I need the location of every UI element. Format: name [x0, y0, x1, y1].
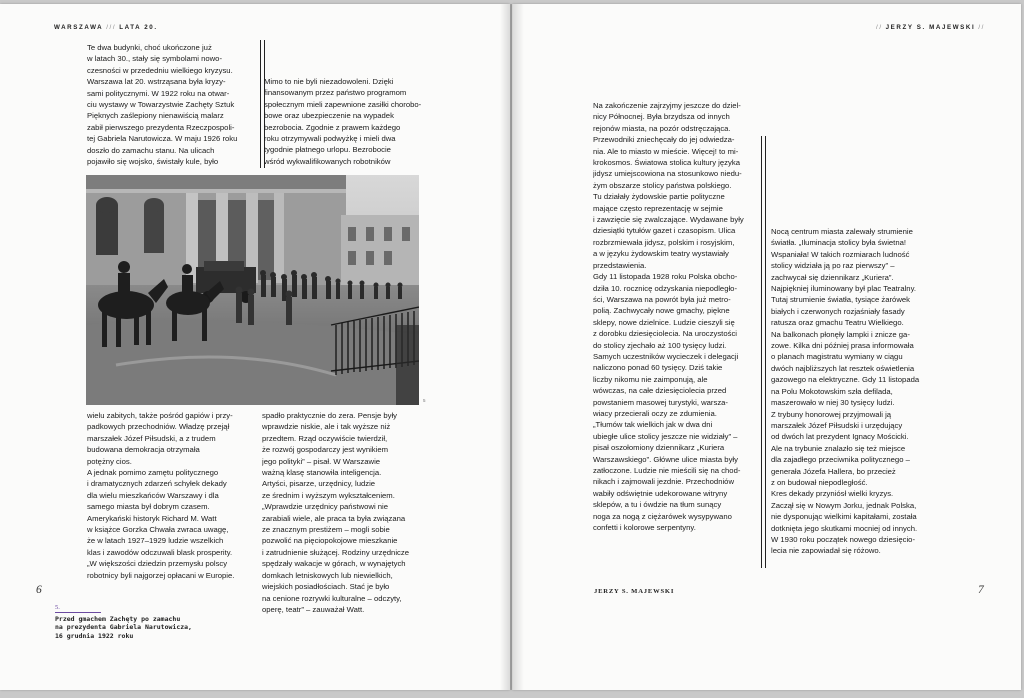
running-head-separator-right: // [978, 24, 985, 31]
left-col2-bottom-text: spadło praktycznie do zera. Pensje były wprawdzie niskie, ale i tak wyższe niż przedtem. Rząd oczywiście twierdził, że rozwój gospodarczy jest wynikiem jego polityki” – pisał. W Warszawie ważną klasę stanowiła inteligencja. Artyści, pisarze, urzędnicy, ludzie ze średnim i wyższym wykształceniem. „Wprawdzie urzędnicy państwowi nie zarabiali wiele, ale praca ta była związana ze znacznym prestiżem – mogli sobie pozwolić na pięciopokojowe mieszkanie i zatrudnienie służącej. Rodziny urzędnicze spędzały wakacje w górach, w wynajętych domkach letniskowych lub niewielkich, wiejskich posiadłościach. Stać je było na cenione rozrywki kulturalne – odczyty, operę, teatr” – zauważał Watt. [262, 411, 409, 614]
photo-number-marker: 5 [423, 398, 426, 403]
running-head-right [873, 24, 988, 31]
running-head-author: JERZY S. MAJEWSKI [885, 24, 976, 31]
running-head-title: WARSZAWA [54, 24, 104, 31]
archival-photo-zacheta [86, 175, 419, 405]
caption-number: 5. [55, 604, 60, 611]
left-col2-top-text: Mimo to nie byli niezadowoleni. Dzięki finansowanym przez państwo programom społecznym mieli zapewnione zasiłki chorobo- bowe oraz ubezpieczenie na wypadek bezrobocia. Zgodnie z prawem każdego roku otrzymywali podwyżkę i mieli dwa tygodnie płatnego urlopu. Bezrobocie wśród wykwalifikowanych robotników [264, 77, 422, 166]
running-head-separator-left: // [876, 24, 883, 31]
running-head-subtitle: LATA 20. [119, 24, 158, 31]
caption-rule [55, 612, 101, 613]
vertical-rule-right [761, 136, 766, 568]
page-number-left: 6 [36, 584, 42, 596]
right-col2-text: Nocą centrum miasta zalewały strumienie światła. „Iluminacja stolicy była świetna! Wspaniała! W takich rozmiarach ludność stolicy widziała ją po raz pierwszy” – zachwycał się dziennikarz „Kuriera”. Najpiękniej iluminowany był plac Teatralny. Tutaj strumienie światła, tysiące żarówek białych i czerwonych rozjaśniały fasady ratusza oraz gmachu Teatru Wielkiego. Na balkonach płonęły lampki i znicze ga- zowe. Kilka dni później prasa informowała o planach magistratu wymiany w ciągu dwóch najbliższych lat resztek oświetlenia gazowego na elektryczne. Gdy 11 listopada na Polu Mokotowskim szła defilada, maszerowało w niej 30 tysięcy ludzi. Z trybuny honorowej przyjmowali ją marszałek Józef Piłsudski i urzędujący od dwóch lat prezydent Ignacy Mościcki. Ale na trybunie znalazło się też miejsce dla zajadłego przeciwnika politycznego – generała Józefa Hallera, bo przecież z on budował niepodległość. Kres dekady przyniósł wielki kryzys. Zaczął się w Nowym Jorku, jednak Polska, nie dysponując wielkimi kapitałami, została dotknięta jego skutkami mocniej od innych. W 1930 roku początek nowego dziesięcio- lecia nie zapowiadał się różowo. [771, 227, 920, 556]
right-col1-text: Na zakończenie zajrzyjmy jeszcze do dziel- nicy Północnej. Była brzydsza od innych rejonów miasta, na pozór odstręczająca. Przewodniki zniechęcały do jej odwiedza- nia. Ale to miasto w mieście. Więcej! to mi- krokosmos. Światowa stolica kultury języka jidysz umiejscowiona na stosunkowo niedu- żym obszarze stolicy państwa polskiego. Tu działały żydowskie partie polityczne mające często reprezentację w sejmie i zawzięcie się zwalczające. Wydawane były dziesiątki tytułów gazet i czasopism. Ulica rozbrzmiewała jidysz, polskim i rosyjskim, a w języku żydowskim teatry wystawiały przedstawienia. Gdy 11 listopada 1928 roku Polska obcho- dziła 10. rocznicę odzyskania niepodległo- ści, Warszawa na powrót była już metro- polią. Zachwycały nowe gmachy, piękne sklepy, nowe dzielnice. Ludzie cieszyli się z dorobku dziesięciolecia. Na uroczystości do stolicy zjechało aż 100 tysięcy ludzi. Samych uczestników wycieczek i delegacji naliczono ponad 60 tysięcy. Dziś takie liczby nikomu nie zaimponują, ale wówczas, na całe dziesięciolecia przed powstaniem masowej turystyki, warsza- wiacy przecierali oczy ze zdumienia. „Tłumów tak wielkich jak w dwa dni ubiegłe ulice stolicy jeszcze nie widziały” – pisał oszołomiony dziennikarz „Kuriera Warszawskiego”. Główne ulice miasta były zatłoczone. Ludzie nie mieścili się na chod- nikach i zajmowali jezdnie. Przechodniów wabiły odświętnie udekorowane witryny sklepów, a tu i ówdzie na tłum sunący noga za nogą z ciężarówek wysypywano confetti i kolorowe serpentyny. [593, 101, 744, 533]
running-head-left [54, 24, 158, 31]
left-col1-top-text: Te dwa budynki, choć ukończone już w latach 30., stały się symbolami nowo- czesności w przededniu wielkiego kryzysu. Warszawa lat 20. wstrząsana była kryzy- sami politycznymi. W 1922 roku na otwar- ciu wystawy w Towarzystwie Zachęty Sztuk Pięknych zaślepiony nienawiścią malarz zabił pierwszego prezydenta Rzeczpospoli- tej Gabriela Narutowicza. W maju 1926 roku doszło do zamachu stanu. Na ulicach pojawiło się wojsko, świstały kule, było [87, 43, 238, 167]
photo-caption: Przed gmachem Zachęty po zamachu na prezydenta Gabriela Narutowicza, 16 grudnia 1922 roku [55, 615, 192, 640]
left-col1-bottom-text: wielu zabitych, także pośród gapiów i przy- padkowych przechodniów. Władzę przejął marszałek Józef Piłsudski, a z trudem budowana demokracja otrzymała potężny cios. A jednak pomimo zamętu politycznego i dramatycznych zdarzeń schyłek dekady dla wielu mieszkańców Warszawy i dla samego miasta był dobrym czasem. Amerykański historyk Richard M. Watt w książce Gorzka Chwała zwraca uwagę, że w latach 1927–1929 ludzie wszelkich klas i zawodów odczuwali blask prosperity. „W większości dziedzin przemysłu polscy robotnicy byli najgorzej opłacani w Europie. [87, 411, 235, 580]
running-head-separator: /// [106, 24, 117, 31]
author-footer: JERZY S. MAJEWSKI [594, 588, 675, 595]
right-page [512, 4, 1021, 690]
page-number-right: 7 [978, 584, 984, 596]
